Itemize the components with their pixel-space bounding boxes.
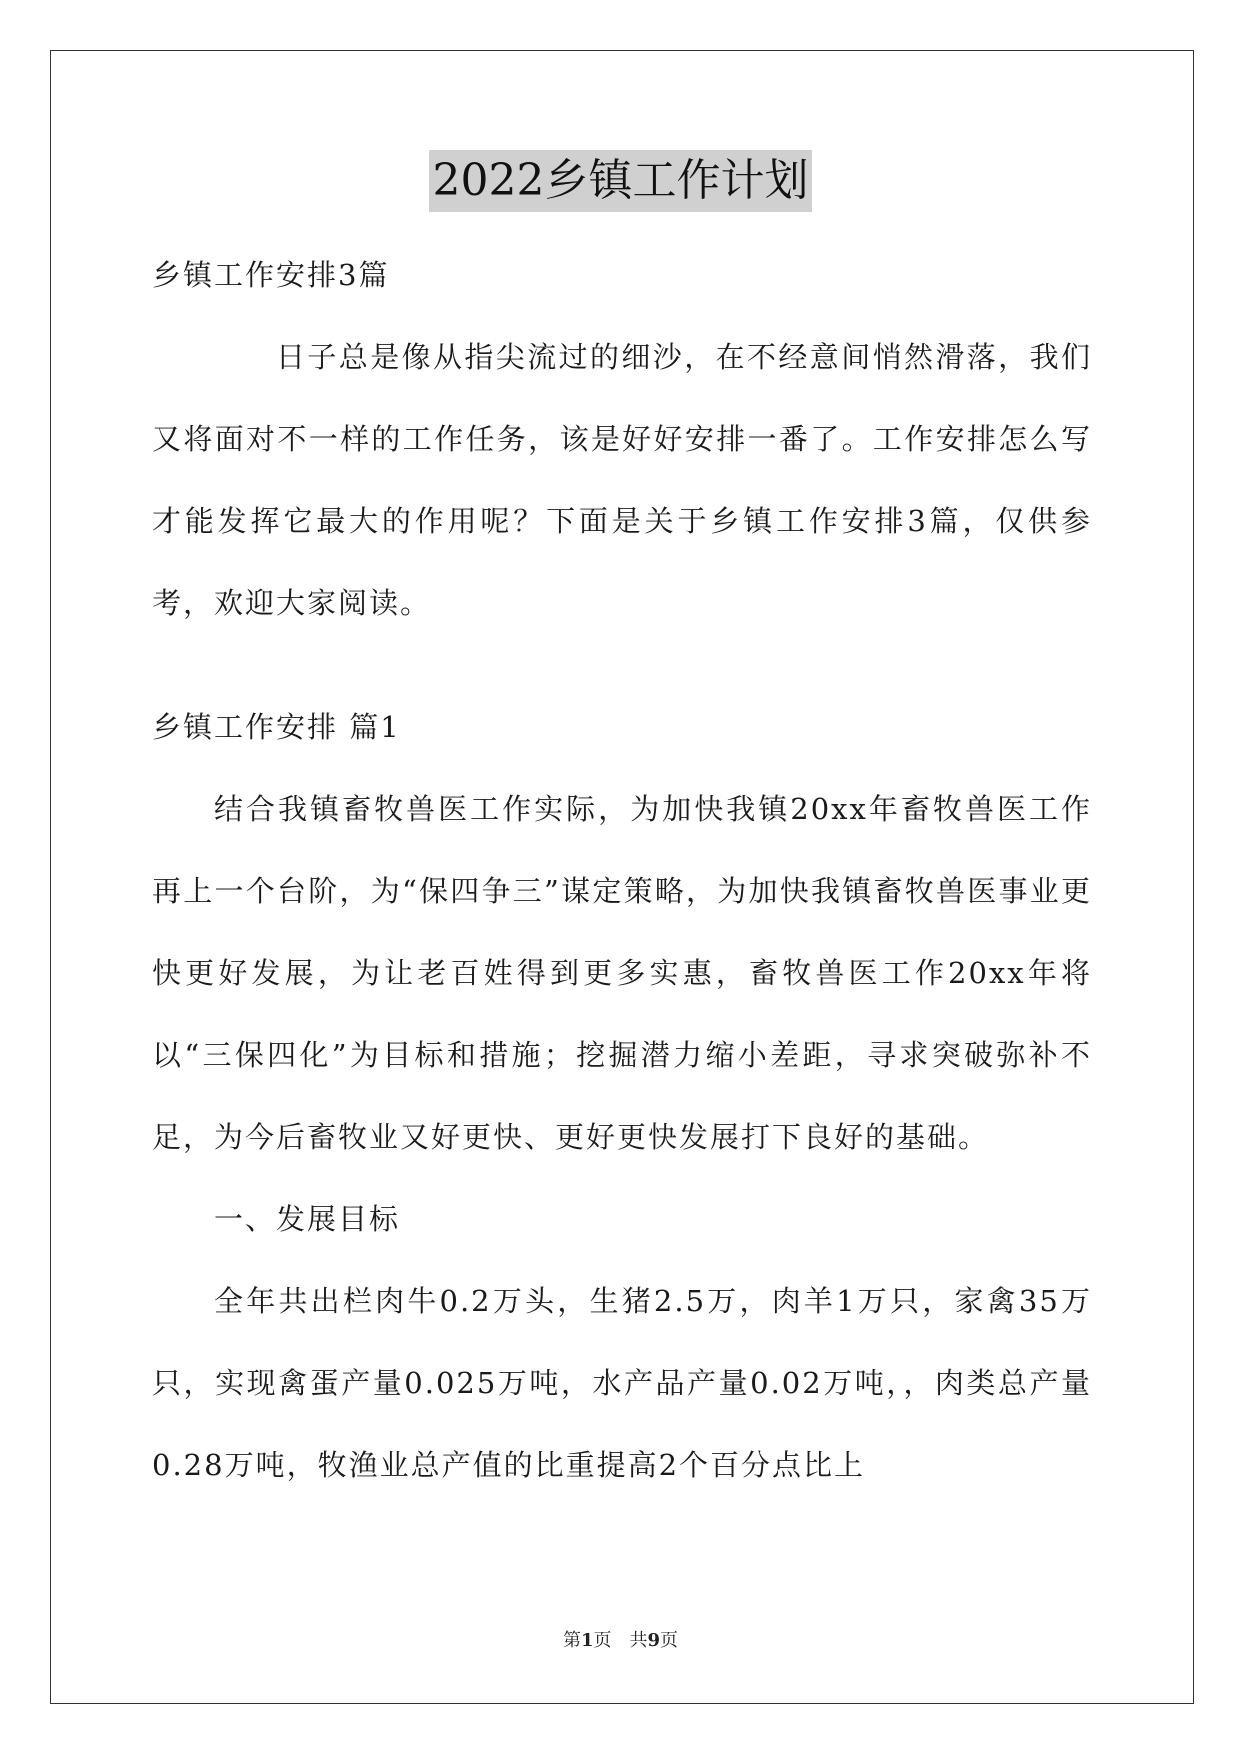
paragraph-1: 结合我镇畜牧兽医工作实际，为加快我镇20xx年畜牧兽医工作再上一个台阶，为“保四争三”谋定策略，为加快我镇畜牧兽医事业更快更好发展，为让老百姓得到更多实惠，畜牧兽医工作20xx年将以“三保四化”为目标和措施；挖掘潜力缩小差距，寻求突破弥补不足，为今后畜牧业又好更快、更好更快发展打下良好的基础。 xyxy=(152,792,1092,1154)
footer-suffix: 页 xyxy=(660,1630,679,1651)
title-container xyxy=(0,150,1241,212)
footer-total-pages: 9 xyxy=(647,1630,661,1651)
document-title: 2022乡镇工作计划 xyxy=(429,150,813,212)
page-footer xyxy=(0,1626,1241,1652)
footer-prefix: 第 xyxy=(562,1630,581,1651)
paragraph-2: 全年共出栏肉牛0.2万头，生猪2.5万，肉羊1万只，家禽35万只，实现禽蛋产量0.025万吨，水产品产量0.02万吨，，肉类总产量0.28万吨，牧渔业总产值的比重提高2个百分点比上 xyxy=(152,1284,1092,1482)
section-heading: 乡镇工作安排 篇1 xyxy=(152,710,401,744)
footer-middle: 页 共 xyxy=(593,1630,648,1651)
footer-current-page: 1 xyxy=(580,1630,594,1651)
intro-paragraph: 日子总是像从指尖流过的细沙，在不经意间悄然滑落，我们又将面对不一样的工作任务，该是好好安排一番了。工作安排怎么写才能发挥它最大的作用呢？下面是关于乡镇工作安排3篇，仅供参考，欢迎大家阅读。 xyxy=(152,340,1092,620)
document-subtitle: 乡镇工作安排3篇 xyxy=(152,258,390,292)
goals-heading: 一、发展目标 xyxy=(214,1202,401,1236)
